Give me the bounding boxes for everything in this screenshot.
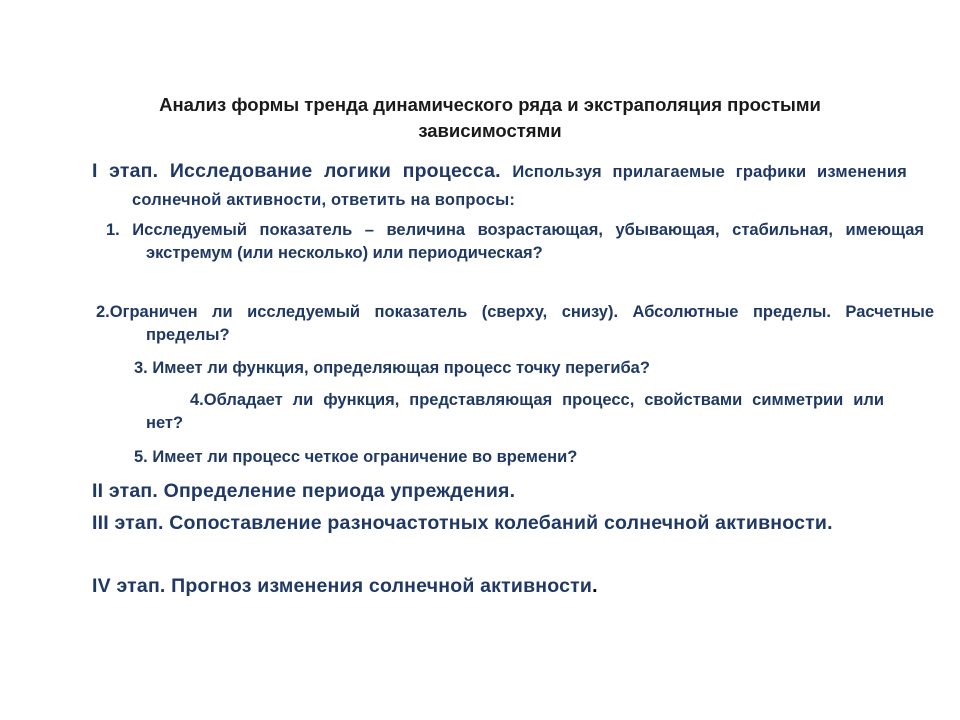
slide-title: Анализ формы тренда динамического ряда и экстраполяция простыми зависимостями	[159, 94, 821, 141]
stage-1-heading: I этап. Исследование логики процесса.	[92, 160, 501, 182]
stage-4-text: IV этап. Прогноз изменения солнечной активности	[92, 575, 593, 597]
question-2: 2.Ограничен ли исследуемый показатель (сверху, снизу). Абсолютные пределы. Расчетные пределы?	[96, 303, 934, 344]
question-5: 5. Имеет ли процесс четкое ограничение во времени?	[134, 448, 578, 466]
question-3: 3. Имеет ли функция, определяющая процесс точку перегиба?	[134, 359, 650, 377]
stage-4	[92, 573, 884, 600]
stage-1-text: Используя прилагаемые графики изменения солнечной активности, ответить на вопросы:	[132, 163, 907, 209]
stage-3: III этап. Сопоставление разночастотных колебаний солнечной активности.	[92, 512, 833, 534]
question-1: 1. Исследуемый показатель – величина возрастающая, убывающая, стабильная, имеющая экстремум (или несколько) или периодическая?	[106, 221, 924, 262]
question-4: 4.Обладает ли функция, представляющая процесс, свойствами симметрии или нет?	[146, 391, 884, 432]
stage-4-period: .	[592, 575, 598, 597]
stage-1	[92, 158, 907, 214]
stage-2: II этап. Определение периода упреждения.	[92, 480, 516, 502]
